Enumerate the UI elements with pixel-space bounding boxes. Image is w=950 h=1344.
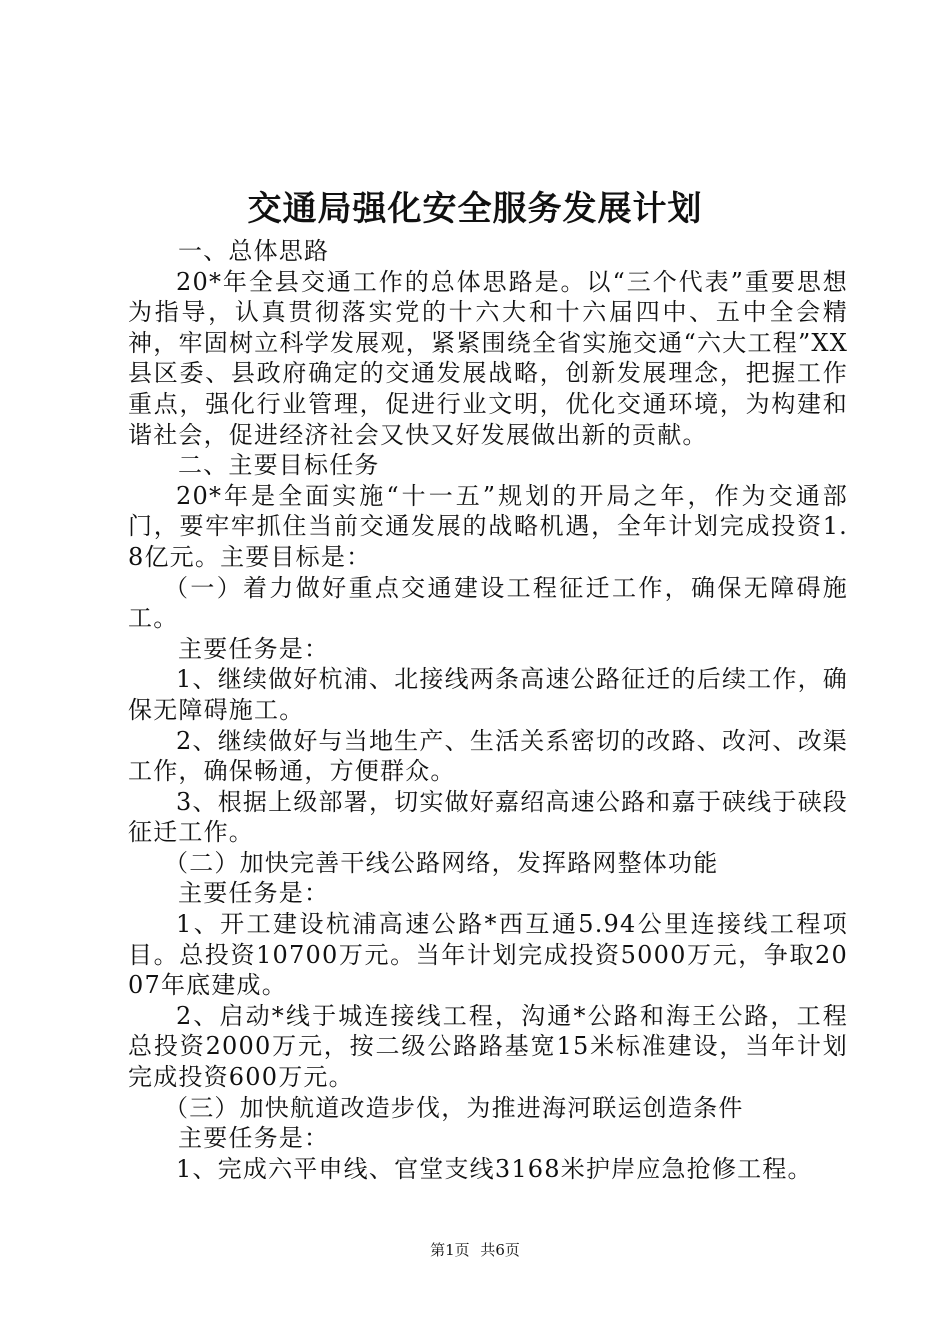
list-item: 2、启动*线于城连接线工程，沟通*公路和海王公路，工程总投资2000万元，按二级公路路基宽15米标准建设，当年计划完成投资600万元。 (128, 1001, 848, 1092)
subsection-heading: （二）加快完善干线公路网络，发挥路网整体功能 (164, 848, 719, 877)
document-title: 交通局强化安全服务发展计划 (247, 189, 703, 229)
list-item: 1、继续做好杭浦、北接线两条高速公路征迁的后续工作，确保无障碍施工。 (128, 665, 848, 724)
paragraph: 主要任务是： (178, 634, 330, 663)
list-item: 1、完成六平申线、官堂支线3168米护岸应急抢修工程。 (176, 1154, 813, 1183)
page-number: 第1页 (430, 1241, 470, 1259)
paragraph: 20*年是全面实施“十一五”规划的开局之年，作为交通部门，要牢牢抓住当前交通发展的战略机遇，全年计划完成投资1.8亿元。主要目标是： (128, 481, 848, 571)
page-footer (0, 1240, 950, 1260)
section-heading: 一、总体思路 (178, 237, 330, 265)
total-pages: 共6页 (480, 1241, 520, 1259)
list-item: 3、根据上级部署，切实做好嘉绍高速公路和嘉于硖线于硖段征迁工作。 (128, 787, 848, 847)
paragraph: 主要任务是： (178, 1124, 330, 1153)
subsection-heading: （三）加快航道改造步伐，为推进海河联运创造条件 (164, 1093, 744, 1122)
paragraph: 主要任务是： (178, 879, 330, 908)
list-item: 1、开工建设杭浦高速公路*西互通5.94公里连接线工程项目。总投资10700万元。当年计划完成投资5000万元，争取2007年底建成。 (128, 910, 848, 1000)
document-body (128, 236, 848, 1184)
section-heading: 二、主要目标任务 (178, 451, 380, 480)
paragraph: 20*年全县交通工作的总体思路是。以“三个代表”重要思想为指导，认真贯彻落实党的十六大和十六届四中、五中全会精神，牢固树立科学发展观，紧紧围绕全省实施交通“六大工程”XX县区委、县政府确定的交通发展战略，创新发展理念，把握工作重点，强化行业管理，促进行业文明，优化交通环境，为构建和谐社会，促进经济社会又快又好发展做出新的贡献。 (128, 267, 848, 449)
subsection-heading: （一）着力做好重点交通建设工程征迁工作，确保无障碍施工。 (128, 573, 848, 633)
list-item: 2、继续做好与当地生产、生活关系密切的改路、改河、改渠工作，确保畅通，方便群众。 (128, 726, 848, 786)
